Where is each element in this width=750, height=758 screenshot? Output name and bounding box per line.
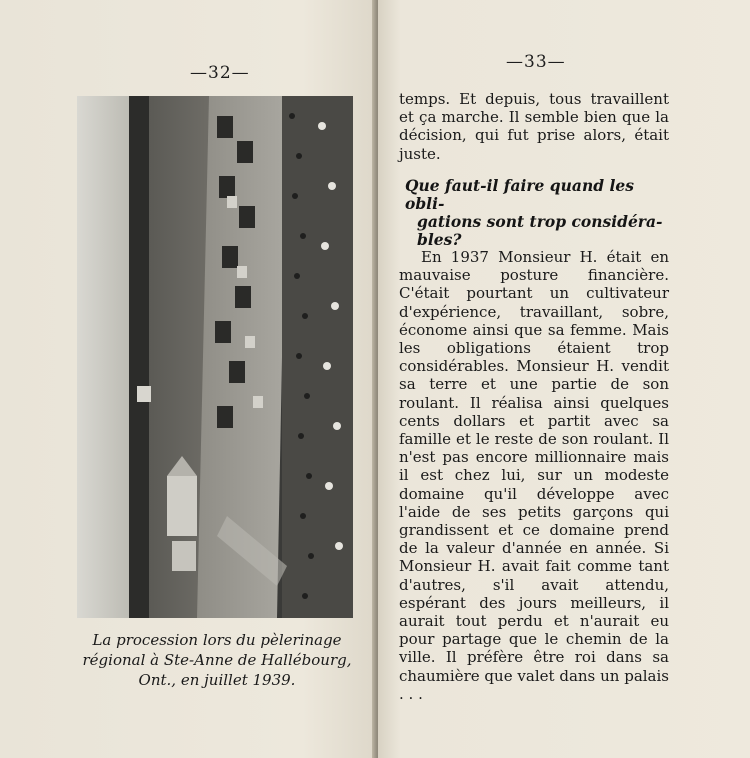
paragraph-monsieur-h: En 1937 Monsieur H. était en mauvaise posture financière. C'était pourtant un cultivateur d'expérience, travaillant, sobre, économe ainsi que sa femme. Mais les obligations étaient trop considérables. Monsieur H. vendit sa terre et une partie de son roulant. Il réalisa ainsi quelques cents dollars et partit avec sa famille et le reste de son roulant. Il n'est pas encore millionnaire mais il est chez lui, sur un modeste domaine qu'il développe avec l'aide de ses petits garçons qui grandissent et ce domaine prend de la valeur d'année en année. Si Monsieur H. avait fait comme tant d'autres, s'il avait attendu, espérant des jours meilleurs, il aurait tout perdu et n'aurait eu pour partage que le chemin de la ville. Il préfère être roi dans sa chaumière que valet dans un palais . . . (399, 248, 669, 703)
heading-line-2: gations sont trop considéra- (417, 212, 663, 231)
procession-photo-illustration (77, 96, 353, 618)
section-heading (405, 177, 667, 249)
photo-caption: La procession lors du pèlerinage régional à Ste-Anne de Hallébourg, Ont., en juillet 1939. (82, 631, 352, 689)
procession-photo (77, 96, 353, 618)
page-number-33: —33— (506, 52, 566, 72)
page-number-32: —32— (190, 63, 250, 83)
heading-line-1: Que faut-il faire quand les obli- (405, 176, 634, 213)
heading-line-3: bles? (417, 230, 462, 249)
paragraph-continuation: temps. Et depuis, tous travaillent et ça marche. Il semble bien que la décision, qui fut prise alors, était juste. (399, 90, 669, 163)
